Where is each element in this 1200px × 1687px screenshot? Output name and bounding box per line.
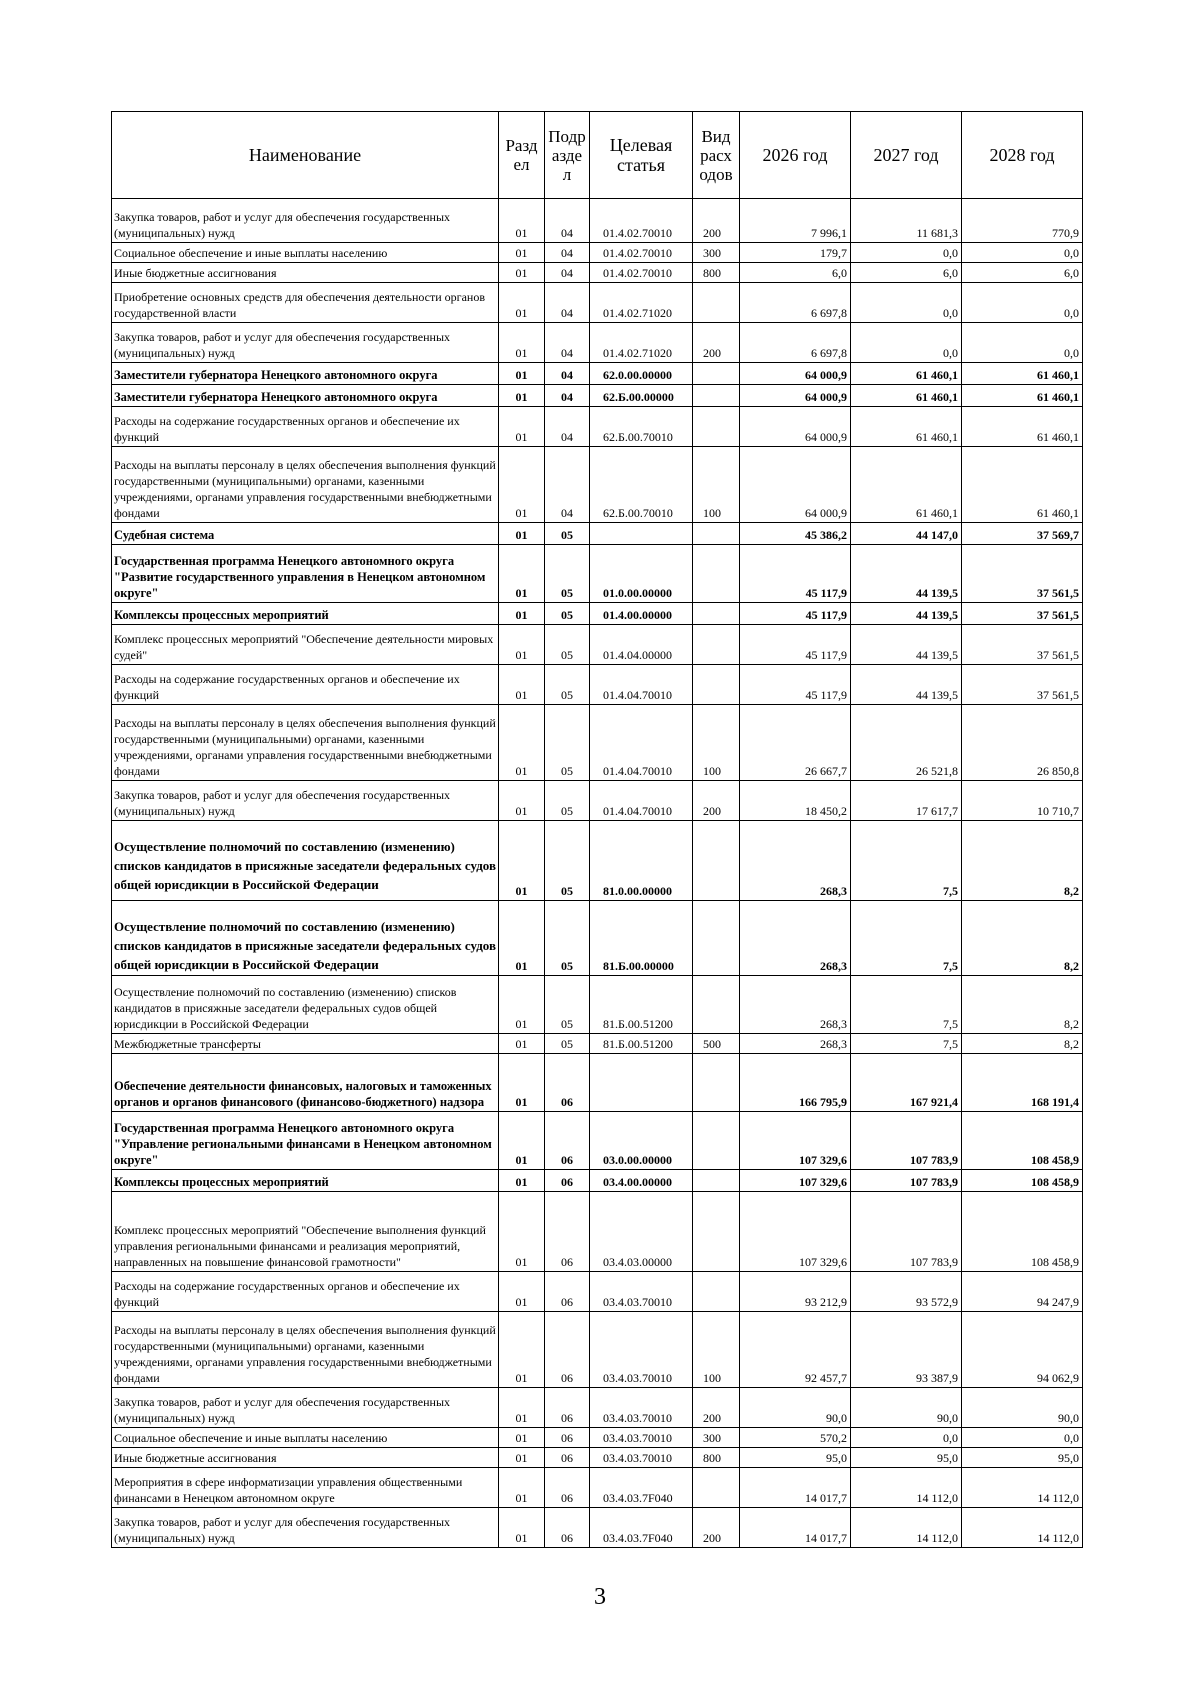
table-header-row	[112, 112, 1083, 199]
cell-2028: 8,2	[962, 821, 1083, 901]
cell-razdel: 01	[499, 523, 545, 545]
cell-name: Комплексы процессных мероприятий	[112, 603, 499, 625]
cell-2028: 94 247,9	[962, 1272, 1083, 1312]
cell-vid-raskhodov	[693, 821, 740, 901]
header-tselevaya-text: Целевая статья	[609, 135, 673, 175]
cell-2027: 107 783,9	[851, 1112, 962, 1170]
cell-2026: 7 996,1	[740, 199, 851, 243]
cell-tselevaya-statya: 62.Б.00.70010	[590, 407, 693, 447]
cell-name: Расходы на выплаты персоналу в целях обеспечения выполнения функций государственными (муниципальными) органами, казенными учреждениями, органами управления государственными внебюджетными фондами	[112, 1312, 499, 1388]
header-tselevaya-statya	[590, 112, 693, 199]
cell-name: Социальное обеспечение и иные выплаты населению	[112, 1428, 499, 1448]
cell-tselevaya-statya: 03.4.03.00000	[590, 1192, 693, 1272]
cell-2026: 6,0	[740, 263, 851, 283]
cell-vid-raskhodov	[693, 1468, 740, 1508]
cell-name: Закупка товаров, работ и услуг для обеспечения государственных (муниципальных) нужд	[112, 323, 499, 363]
cell-2028: 108 458,9	[962, 1192, 1083, 1272]
cell-vid-raskhodov: 100	[693, 1312, 740, 1388]
cell-razdel: 01	[499, 1034, 545, 1054]
cell-name: Государственная программа Ненецкого автономного округа "Управление региональными финансами в Ненецком автономном округе"	[112, 1112, 499, 1170]
table-row	[112, 1112, 1083, 1170]
cell-tselevaya-statya: 03.4.03.7F040	[590, 1508, 693, 1548]
cell-2027: 6,0	[851, 263, 962, 283]
cell-2028: 6,0	[962, 263, 1083, 283]
cell-podrazdel: 04	[545, 199, 590, 243]
cell-tselevaya-statya: 81.0.00.00000	[590, 821, 693, 901]
cell-2027: 26 521,8	[851, 705, 962, 781]
cell-name: Иные бюджетные ассигнования	[112, 1448, 499, 1468]
cell-2027: 7,5	[851, 976, 962, 1034]
cell-2027: 93 387,9	[851, 1312, 962, 1388]
cell-tselevaya-statya: 01.4.00.00000	[590, 603, 693, 625]
cell-razdel: 01	[499, 447, 545, 523]
cell-2027: 44 147,0	[851, 523, 962, 545]
cell-2026: 179,7	[740, 243, 851, 263]
cell-tselevaya-statya: 81.Б.00.51200	[590, 976, 693, 1034]
cell-2028: 94 062,9	[962, 1312, 1083, 1388]
cell-vid-raskhodov	[693, 407, 740, 447]
cell-name: Заместители губернатора Ненецкого автономного округа	[112, 363, 499, 385]
cell-2027: 44 139,5	[851, 665, 962, 705]
cell-name: Закупка товаров, работ и услуг для обеспечения государственных (муниципальных) нужд	[112, 1388, 499, 1428]
table-row	[112, 1388, 1083, 1428]
cell-2027: 11 681,3	[851, 199, 962, 243]
cell-name: Комплекс процессных мероприятий "Обеспечение выполнения функций управления региональными финансами и реализация мероприятий, направленных на повышение финансовой грамотности"	[112, 1192, 499, 1272]
cell-name: Осуществление полномочий по составлению (изменению) списков кандидатов в присяжные заседатели федеральных судов общей юрисдикции в Российской Федерации	[112, 976, 499, 1034]
cell-vid-raskhodov	[693, 283, 740, 323]
cell-2028: 90,0	[962, 1388, 1083, 1428]
cell-name: Осуществление полномочий по составлению (изменению) списков кандидатов в присяжные заседатели федеральных судов общей юрисдикции в Российской Федерации	[112, 821, 499, 901]
cell-2026: 45 117,9	[740, 625, 851, 665]
cell-vid-raskhodov	[693, 1170, 740, 1192]
cell-vid-raskhodov: 100	[693, 705, 740, 781]
cell-2027: 90,0	[851, 1388, 962, 1428]
cell-vid-raskhodov	[693, 1192, 740, 1272]
cell-2028: 770,9	[962, 199, 1083, 243]
cell-podrazdel: 06	[545, 1170, 590, 1192]
cell-tselevaya-statya: 03.4.03.70010	[590, 1272, 693, 1312]
cell-tselevaya-statya: 01.4.02.70010	[590, 199, 693, 243]
cell-vid-raskhodov: 800	[693, 1448, 740, 1468]
cell-podrazdel: 06	[545, 1112, 590, 1170]
table-row	[112, 407, 1083, 447]
cell-name: Заместители губернатора Ненецкого автономного округа	[112, 385, 499, 407]
cell-2028: 61 460,1	[962, 407, 1083, 447]
cell-tselevaya-statya: 81.Б.00.51200	[590, 1034, 693, 1054]
cell-name: Судебная система	[112, 523, 499, 545]
cell-2026: 107 329,6	[740, 1192, 851, 1272]
cell-podrazdel: 05	[545, 603, 590, 625]
header-razdel-text: Разд ел	[505, 136, 538, 174]
cell-razdel: 01	[499, 1448, 545, 1468]
cell-vid-raskhodov: 300	[693, 243, 740, 263]
cell-razdel: 01	[499, 625, 545, 665]
table-row	[112, 1192, 1083, 1272]
cell-tselevaya-statya: 01.4.02.71020	[590, 323, 693, 363]
cell-podrazdel: 06	[545, 1192, 590, 1272]
cell-vid-raskhodov: 200	[693, 1388, 740, 1428]
cell-2028: 14 112,0	[962, 1468, 1083, 1508]
cell-tselevaya-statya: 03.4.03.70010	[590, 1388, 693, 1428]
header-vid-text: Вид расх одов	[699, 126, 733, 184]
header-name: Наименование	[112, 112, 499, 199]
cell-2028: 108 458,9	[962, 1112, 1083, 1170]
header-razdel	[499, 112, 545, 199]
cell-podrazdel: 06	[545, 1312, 590, 1388]
cell-2026: 64 000,9	[740, 385, 851, 407]
cell-podrazdel: 05	[545, 545, 590, 603]
cell-2026: 64 000,9	[740, 447, 851, 523]
cell-2027: 95,0	[851, 1448, 962, 1468]
cell-tselevaya-statya: 01.4.04.00000	[590, 625, 693, 665]
cell-name: Расходы на выплаты персоналу в целях обеспечения выполнения функций государственными (муниципальными) органами, казенными учреждениями, органами управления государственными внебюджетными фондами	[112, 447, 499, 523]
cell-tselevaya-statya	[590, 523, 693, 545]
cell-tselevaya-statya: 01.4.02.70010	[590, 243, 693, 263]
cell-2026: 14 017,7	[740, 1508, 851, 1548]
cell-2026: 64 000,9	[740, 407, 851, 447]
table-row	[112, 545, 1083, 603]
cell-2028: 108 458,9	[962, 1170, 1083, 1192]
cell-2027: 14 112,0	[851, 1468, 962, 1508]
cell-2027: 14 112,0	[851, 1508, 962, 1548]
cell-2028: 37 561,5	[962, 625, 1083, 665]
cell-name: Обеспечение деятельности финансовых, налоговых и таможенных органов и органов финансового (финансово-бюджетного) надзора	[112, 1054, 499, 1112]
header-2027: 2027 год	[851, 112, 962, 199]
cell-2028: 61 460,1	[962, 447, 1083, 523]
table-row	[112, 821, 1083, 901]
table-body	[112, 199, 1083, 1548]
cell-razdel: 01	[499, 1170, 545, 1192]
cell-2026: 268,3	[740, 821, 851, 901]
cell-razdel: 01	[499, 263, 545, 283]
cell-podrazdel: 06	[545, 1448, 590, 1468]
table-row	[112, 1508, 1083, 1548]
cell-2027: 7,5	[851, 901, 962, 976]
cell-tselevaya-statya: 62.Б.00.70010	[590, 447, 693, 523]
cell-podrazdel: 04	[545, 283, 590, 323]
cell-tselevaya-statya: 62.0.00.00000	[590, 363, 693, 385]
cell-2026: 14 017,7	[740, 1468, 851, 1508]
cell-2028: 8,2	[962, 901, 1083, 976]
cell-name: Государственная программа Ненецкого автономного округа "Развитие государственного управления в Ненецком автономном округе"	[112, 545, 499, 603]
table-row	[112, 243, 1083, 263]
cell-tselevaya-statya: 01.0.00.00000	[590, 545, 693, 603]
cell-razdel: 01	[499, 705, 545, 781]
cell-2028: 26 850,8	[962, 705, 1083, 781]
table-row	[112, 603, 1083, 625]
table-row	[112, 976, 1083, 1034]
cell-podrazdel: 05	[545, 1034, 590, 1054]
cell-name: Приобретение основных средств для обеспечения деятельности органов государственной власти	[112, 283, 499, 323]
cell-podrazdel: 06	[545, 1054, 590, 1112]
cell-tselevaya-statya: 03.4.03.70010	[590, 1428, 693, 1448]
table-row	[112, 1054, 1083, 1112]
header-podrazdel-text: Подр азде л	[548, 126, 586, 184]
cell-podrazdel: 05	[545, 625, 590, 665]
cell-razdel: 01	[499, 781, 545, 821]
cell-vid-raskhodov: 300	[693, 1428, 740, 1448]
table-row	[112, 447, 1083, 523]
cell-tselevaya-statya: 03.4.03.7F040	[590, 1468, 693, 1508]
table-row	[112, 263, 1083, 283]
table-row	[112, 385, 1083, 407]
cell-podrazdel: 06	[545, 1272, 590, 1312]
cell-razdel: 01	[499, 1054, 545, 1112]
cell-podrazdel: 05	[545, 901, 590, 976]
cell-tselevaya-statya	[590, 1054, 693, 1112]
cell-2026: 26 667,7	[740, 705, 851, 781]
cell-name: Закупка товаров, работ и услуг для обеспечения государственных (муниципальных) нужд	[112, 199, 499, 243]
cell-name: Расходы на содержание государственных органов и обеспечение их функций	[112, 407, 499, 447]
cell-razdel: 01	[499, 603, 545, 625]
cell-2028: 0,0	[962, 243, 1083, 263]
cell-podrazdel: 06	[545, 1508, 590, 1548]
cell-tselevaya-statya: 01.4.04.70010	[590, 705, 693, 781]
cell-vid-raskhodov: 200	[693, 199, 740, 243]
cell-vid-raskhodov	[693, 545, 740, 603]
cell-name: Осуществление полномочий по составлению (изменению) списков кандидатов в присяжные заседатели федеральных судов общей юрисдикции в Российской Федерации	[112, 901, 499, 976]
cell-tselevaya-statya: 03.4.03.70010	[590, 1312, 693, 1388]
cell-podrazdel: 04	[545, 385, 590, 407]
cell-2026: 18 450,2	[740, 781, 851, 821]
cell-2026: 45 386,2	[740, 523, 851, 545]
cell-2027: 17 617,7	[851, 781, 962, 821]
cell-podrazdel: 04	[545, 447, 590, 523]
cell-2028: 0,0	[962, 323, 1083, 363]
cell-2026: 107 329,6	[740, 1112, 851, 1170]
cell-podrazdel: 05	[545, 976, 590, 1034]
cell-vid-raskhodov: 800	[693, 263, 740, 283]
cell-vid-raskhodov: 100	[693, 447, 740, 523]
cell-2026: 45 117,9	[740, 603, 851, 625]
header-2026: 2026 год	[740, 112, 851, 199]
cell-razdel: 01	[499, 1508, 545, 1548]
cell-razdel: 01	[499, 1312, 545, 1388]
cell-razdel: 01	[499, 1272, 545, 1312]
cell-2026: 107 329,6	[740, 1170, 851, 1192]
cell-razdel: 01	[499, 821, 545, 901]
table-row	[112, 705, 1083, 781]
cell-vid-raskhodov: 200	[693, 781, 740, 821]
cell-razdel: 01	[499, 1468, 545, 1508]
cell-2028: 61 460,1	[962, 363, 1083, 385]
cell-vid-raskhodov	[693, 1272, 740, 1312]
cell-2027: 93 572,9	[851, 1272, 962, 1312]
cell-2027: 0,0	[851, 243, 962, 263]
cell-2026: 6 697,8	[740, 283, 851, 323]
cell-2026: 570,2	[740, 1428, 851, 1448]
cell-2028: 8,2	[962, 976, 1083, 1034]
cell-podrazdel: 04	[545, 263, 590, 283]
cell-name: Межбюджетные трансферты	[112, 1034, 499, 1054]
budget-table	[111, 111, 1083, 1548]
cell-2028: 95,0	[962, 1448, 1083, 1468]
cell-2026: 64 000,9	[740, 363, 851, 385]
cell-2026: 45 117,9	[740, 545, 851, 603]
cell-2027: 44 139,5	[851, 545, 962, 603]
cell-2027: 44 139,5	[851, 625, 962, 665]
cell-tselevaya-statya: 03.0.00.00000	[590, 1112, 693, 1170]
cell-razdel: 01	[499, 407, 545, 447]
cell-name: Расходы на содержание государственных органов и обеспечение их функций	[112, 1272, 499, 1312]
cell-2027: 44 139,5	[851, 603, 962, 625]
cell-2028: 0,0	[962, 283, 1083, 323]
cell-2026: 166 795,9	[740, 1054, 851, 1112]
cell-razdel: 01	[499, 976, 545, 1034]
cell-2028: 0,0	[962, 1428, 1083, 1448]
cell-vid-raskhodov: 500	[693, 1034, 740, 1054]
cell-vid-raskhodov	[693, 976, 740, 1034]
cell-podrazdel: 05	[545, 523, 590, 545]
table-row	[112, 1170, 1083, 1192]
cell-2026: 92 457,7	[740, 1312, 851, 1388]
cell-2028: 37 561,5	[962, 603, 1083, 625]
cell-vid-raskhodov	[693, 603, 740, 625]
cell-2028: 8,2	[962, 1034, 1083, 1054]
cell-razdel: 01	[499, 283, 545, 323]
cell-razdel: 01	[499, 901, 545, 976]
cell-2026: 45 117,9	[740, 665, 851, 705]
cell-2026: 268,3	[740, 901, 851, 976]
cell-2028: 37 561,5	[962, 665, 1083, 705]
cell-razdel: 01	[499, 1388, 545, 1428]
cell-vid-raskhodov: 200	[693, 323, 740, 363]
table-row	[112, 1428, 1083, 1448]
cell-podrazdel: 05	[545, 665, 590, 705]
header-2028: 2028 год	[962, 112, 1083, 199]
cell-name: Закупка товаров, работ и услуг для обеспечения государственных (муниципальных) нужд	[112, 781, 499, 821]
table-row	[112, 665, 1083, 705]
cell-2028: 61 460,1	[962, 385, 1083, 407]
cell-name: Расходы на выплаты персоналу в целях обеспечения выполнения функций государственными (муниципальными) органами, казенными учреждениями, органами управления государственными внебюджетными фондами	[112, 705, 499, 781]
cell-vid-raskhodov	[693, 625, 740, 665]
cell-tselevaya-statya: 01.4.02.70010	[590, 263, 693, 283]
cell-vid-raskhodov	[693, 665, 740, 705]
header-vid-raskhodov	[693, 112, 740, 199]
cell-vid-raskhodov	[693, 385, 740, 407]
cell-razdel: 01	[499, 199, 545, 243]
cell-name: Иные бюджетные ассигнования	[112, 263, 499, 283]
cell-razdel: 01	[499, 1428, 545, 1448]
cell-podrazdel: 04	[545, 243, 590, 263]
cell-name: Комплексы процессных мероприятий	[112, 1170, 499, 1192]
cell-name: Расходы на содержание государственных органов и обеспечение их функций	[112, 665, 499, 705]
cell-razdel: 01	[499, 1112, 545, 1170]
cell-podrazdel: 04	[545, 407, 590, 447]
cell-name: Социальное обеспечение и иные выплаты населению	[112, 243, 499, 263]
cell-podrazdel: 06	[545, 1428, 590, 1448]
cell-podrazdel: 04	[545, 323, 590, 363]
cell-podrazdel: 05	[545, 781, 590, 821]
cell-2028: 168 191,4	[962, 1054, 1083, 1112]
cell-razdel: 01	[499, 363, 545, 385]
cell-vid-raskhodov: 200	[693, 1508, 740, 1548]
table-row	[112, 1468, 1083, 1508]
cell-vid-raskhodov	[693, 901, 740, 976]
cell-razdel: 01	[499, 665, 545, 705]
cell-2026: 95,0	[740, 1448, 851, 1468]
cell-tselevaya-statya: 62.Б.00.00000	[590, 385, 693, 407]
table-row	[112, 363, 1083, 385]
cell-razdel: 01	[499, 545, 545, 603]
table-row	[112, 1448, 1083, 1468]
cell-2026: 93 212,9	[740, 1272, 851, 1312]
cell-2027: 61 460,1	[851, 447, 962, 523]
table-row	[112, 199, 1083, 243]
cell-razdel: 01	[499, 385, 545, 407]
cell-2027: 61 460,1	[851, 407, 962, 447]
cell-2027: 61 460,1	[851, 363, 962, 385]
cell-2027: 61 460,1	[851, 385, 962, 407]
cell-podrazdel: 06	[545, 1388, 590, 1428]
page-number: 3	[594, 1584, 606, 1610]
cell-2027: 0,0	[851, 1428, 962, 1448]
cell-vid-raskhodov	[693, 1054, 740, 1112]
table-row	[112, 523, 1083, 545]
cell-2027: 7,5	[851, 821, 962, 901]
cell-name: Мероприятия в сфере информатизации управления общественными финансами в Ненецком автономном округе	[112, 1468, 499, 1508]
cell-name: Комплекс процессных мероприятий "Обеспечение деятельности мировых судей"	[112, 625, 499, 665]
cell-2027: 0,0	[851, 283, 962, 323]
cell-2027: 167 921,4	[851, 1054, 962, 1112]
cell-2027: 0,0	[851, 323, 962, 363]
table-row	[112, 1312, 1083, 1388]
cell-razdel: 01	[499, 323, 545, 363]
table-row	[112, 901, 1083, 976]
cell-2028: 10 710,7	[962, 781, 1083, 821]
cell-2026: 268,3	[740, 976, 851, 1034]
cell-vid-raskhodov	[693, 523, 740, 545]
cell-2026: 268,3	[740, 1034, 851, 1054]
table-row	[112, 781, 1083, 821]
cell-2028: 37 561,5	[962, 545, 1083, 603]
cell-podrazdel: 06	[545, 1468, 590, 1508]
cell-tselevaya-statya: 81.Б.00.00000	[590, 901, 693, 976]
cell-podrazdel: 05	[545, 821, 590, 901]
cell-2026: 90,0	[740, 1388, 851, 1428]
cell-razdel: 01	[499, 243, 545, 263]
cell-tselevaya-statya: 01.4.04.70010	[590, 781, 693, 821]
cell-tselevaya-statya: 01.4.02.71020	[590, 283, 693, 323]
cell-2027: 107 783,9	[851, 1170, 962, 1192]
cell-2027: 107 783,9	[851, 1192, 962, 1272]
cell-tselevaya-statya: 01.4.04.70010	[590, 665, 693, 705]
cell-podrazdel: 04	[545, 363, 590, 385]
cell-razdel: 01	[499, 1192, 545, 1272]
cell-2026: 6 697,8	[740, 323, 851, 363]
cell-vid-raskhodov	[693, 363, 740, 385]
table-row	[112, 323, 1083, 363]
cell-tselevaya-statya: 03.4.00.00000	[590, 1170, 693, 1192]
cell-podrazdel: 05	[545, 705, 590, 781]
header-podrazdel	[545, 112, 590, 199]
cell-name: Закупка товаров, работ и услуг для обеспечения государственных (муниципальных) нужд	[112, 1508, 499, 1548]
cell-2028: 37 569,7	[962, 523, 1083, 545]
table-row	[112, 283, 1083, 323]
cell-2027: 7,5	[851, 1034, 962, 1054]
cell-2028: 14 112,0	[962, 1508, 1083, 1548]
cell-vid-raskhodov	[693, 1112, 740, 1170]
table-row	[112, 625, 1083, 665]
table-row	[112, 1272, 1083, 1312]
cell-tselevaya-statya: 03.4.03.70010	[590, 1448, 693, 1468]
table-row	[112, 1034, 1083, 1054]
